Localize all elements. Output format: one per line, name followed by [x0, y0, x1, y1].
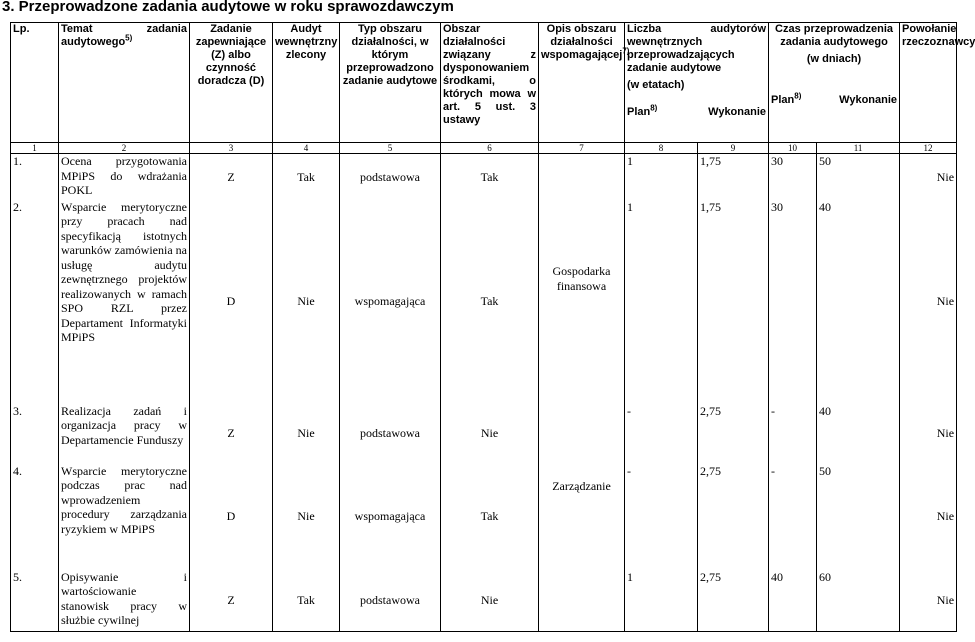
row-powolanie: Nie — [900, 464, 957, 570]
header-powolanie: Powołanie rzeczoznawcy — [900, 23, 957, 143]
row-wyk-czas: 50 — [817, 154, 900, 200]
row-topic: Opisywanie i wartościowanie stanowisk pracy w służbie cywilnej — [59, 570, 190, 632]
row-wyk-liczba: 2,75 — [698, 570, 769, 632]
row-type-zd: Z — [190, 154, 273, 200]
row-number: 1. — [11, 154, 59, 200]
col-num: 11 — [817, 143, 900, 154]
row-plan-czas: 40 — [769, 570, 817, 632]
row-plan-liczba: 1 — [625, 154, 698, 200]
row-topic: Wsparcie merytoryczne podczas prac nad wprowadzeniem procedury zarządzania ryzykiem w MPiPS — [59, 464, 190, 570]
col-num: 6 — [441, 143, 539, 154]
header-lp: Lp. — [11, 23, 59, 143]
table-row — [11, 464, 957, 570]
header-row — [11, 23, 957, 143]
row-number: 4. — [11, 464, 59, 570]
row-plan-liczba: 1 — [625, 200, 698, 404]
row-obszar: Nie — [441, 404, 539, 464]
header-obszar: Obszar działalności związany z dysponowaniem środkami, o których mowa w art. 5 ust. 3 ustawy — [441, 23, 539, 143]
row-type-zd: D — [190, 464, 273, 570]
row-wyk-liczba: 1,75 — [698, 200, 769, 404]
row-opis-zarzadzanie: Zarządzanie — [539, 404, 625, 570]
row-powolanie: Nie — [900, 154, 957, 200]
row-plan-liczba: - — [625, 404, 698, 464]
col-num: 10 — [769, 143, 817, 154]
row-plan-liczba: - — [625, 464, 698, 570]
col-num: 8 — [625, 143, 698, 154]
row-number: 5. — [11, 570, 59, 632]
row-opis-empty — [539, 570, 625, 632]
row-number: 3. — [11, 404, 59, 464]
row-obszar: Nie — [441, 570, 539, 632]
row-wyk-czas: 50 — [817, 464, 900, 570]
table-row — [11, 200, 957, 404]
row-audyt: Nie — [273, 200, 340, 404]
row-typ-obszaru: podstawowa — [340, 154, 441, 200]
header-typ: Typ obszaru działalności, w którym przeprowadzono zadanie audytowe — [340, 23, 441, 143]
row-powolanie: Nie — [900, 200, 957, 404]
row-audyt: Tak — [273, 154, 340, 200]
row-topic: Realizacja zadań i organizacja pracy w Departamencie Funduszy — [59, 404, 190, 464]
row-typ-obszaru: wspomagająca — [340, 464, 441, 570]
row-topic: Wsparcie merytoryczne przy pracach nad specyfikacją istotnych warunków zamówienia na usługę audytu zewnętrznego projektów realizowanych w ramach SPO RZL przez Departament Informatyki MPiPS — [59, 200, 190, 404]
section-title: 3. Przeprowadzone zadania audytowe w roku sprawozdawczym — [2, 0, 454, 15]
row-plan-czas: 30 — [769, 200, 817, 404]
col-num: 5 — [340, 143, 441, 154]
row-type-zd: Z — [190, 570, 273, 632]
row-typ-obszaru: podstawowa — [340, 570, 441, 632]
row-typ-obszaru: podstawowa — [340, 404, 441, 464]
row-wyk-liczba: 1,75 — [698, 154, 769, 200]
header-opis: Opis obszaru działalności wspomagającej$^{7)}$ — [539, 23, 625, 143]
col-num: 1 — [11, 143, 59, 154]
row-audyt: Tak — [273, 570, 340, 632]
row-powolanie: Nie — [900, 404, 957, 464]
row-plan-czas: 30 — [769, 154, 817, 200]
row-plan-liczba: 1 — [625, 570, 698, 632]
row-plan-czas: - — [769, 464, 817, 570]
row-topic: Ocena przygotowania MPiPS do wdrażania POKL — [59, 154, 190, 200]
col-num: 2 — [59, 143, 190, 154]
row-audyt: Nie — [273, 464, 340, 570]
col-num: 12 — [900, 143, 957, 154]
table-row — [11, 154, 957, 200]
row-type-zd: Z — [190, 404, 273, 464]
row-wyk-liczba: 2,75 — [698, 404, 769, 464]
audit-tasks-table — [10, 22, 975, 632]
col-num: 7 — [539, 143, 625, 154]
row-wyk-czas: 40 — [817, 404, 900, 464]
row-obszar: Tak — [441, 154, 539, 200]
header-temat: Temat zadania audytowego$^{5)}$ — [59, 23, 190, 143]
row-wyk-czas: 60 — [817, 570, 900, 632]
header-zadanie: Zadanie zapewniające (Z) albo czynność doradcza (D) — [190, 23, 273, 143]
col-num: 9 — [698, 143, 769, 154]
row-obszar: Tak — [441, 464, 539, 570]
row-wyk-liczba: 2,75 — [698, 464, 769, 570]
row-audyt: Nie — [273, 404, 340, 464]
row-type-zd: D — [190, 200, 273, 404]
row-plan-czas: - — [769, 404, 817, 464]
header-czas: Czas przeprowadzenia zadania audytowego (w dniach) Plan$^{8)}$ Wykonanie — [769, 23, 900, 143]
table-row — [11, 570, 957, 632]
row-obszar: Tak — [441, 200, 539, 404]
row-typ-obszaru: wspomagająca — [340, 200, 441, 404]
row-number: 2. — [11, 200, 59, 404]
row-wyk-czas: 40 — [817, 200, 900, 404]
column-number-row — [11, 143, 957, 154]
header-audyt: Audyt wewnętrzny zlecony — [273, 23, 340, 143]
col-num: 3 — [190, 143, 273, 154]
row-opis-gospodarka: Gospodarka finansowa — [539, 154, 625, 404]
table-row — [11, 404, 957, 464]
row-powolanie: Nie — [900, 570, 957, 632]
header-liczba: Liczba audytorów wewnętrznych przeprowadzających zadanie audytowe (w etatach) Plan$^{8)}$ Wykonanie — [625, 23, 769, 143]
col-num: 4 — [273, 143, 340, 154]
